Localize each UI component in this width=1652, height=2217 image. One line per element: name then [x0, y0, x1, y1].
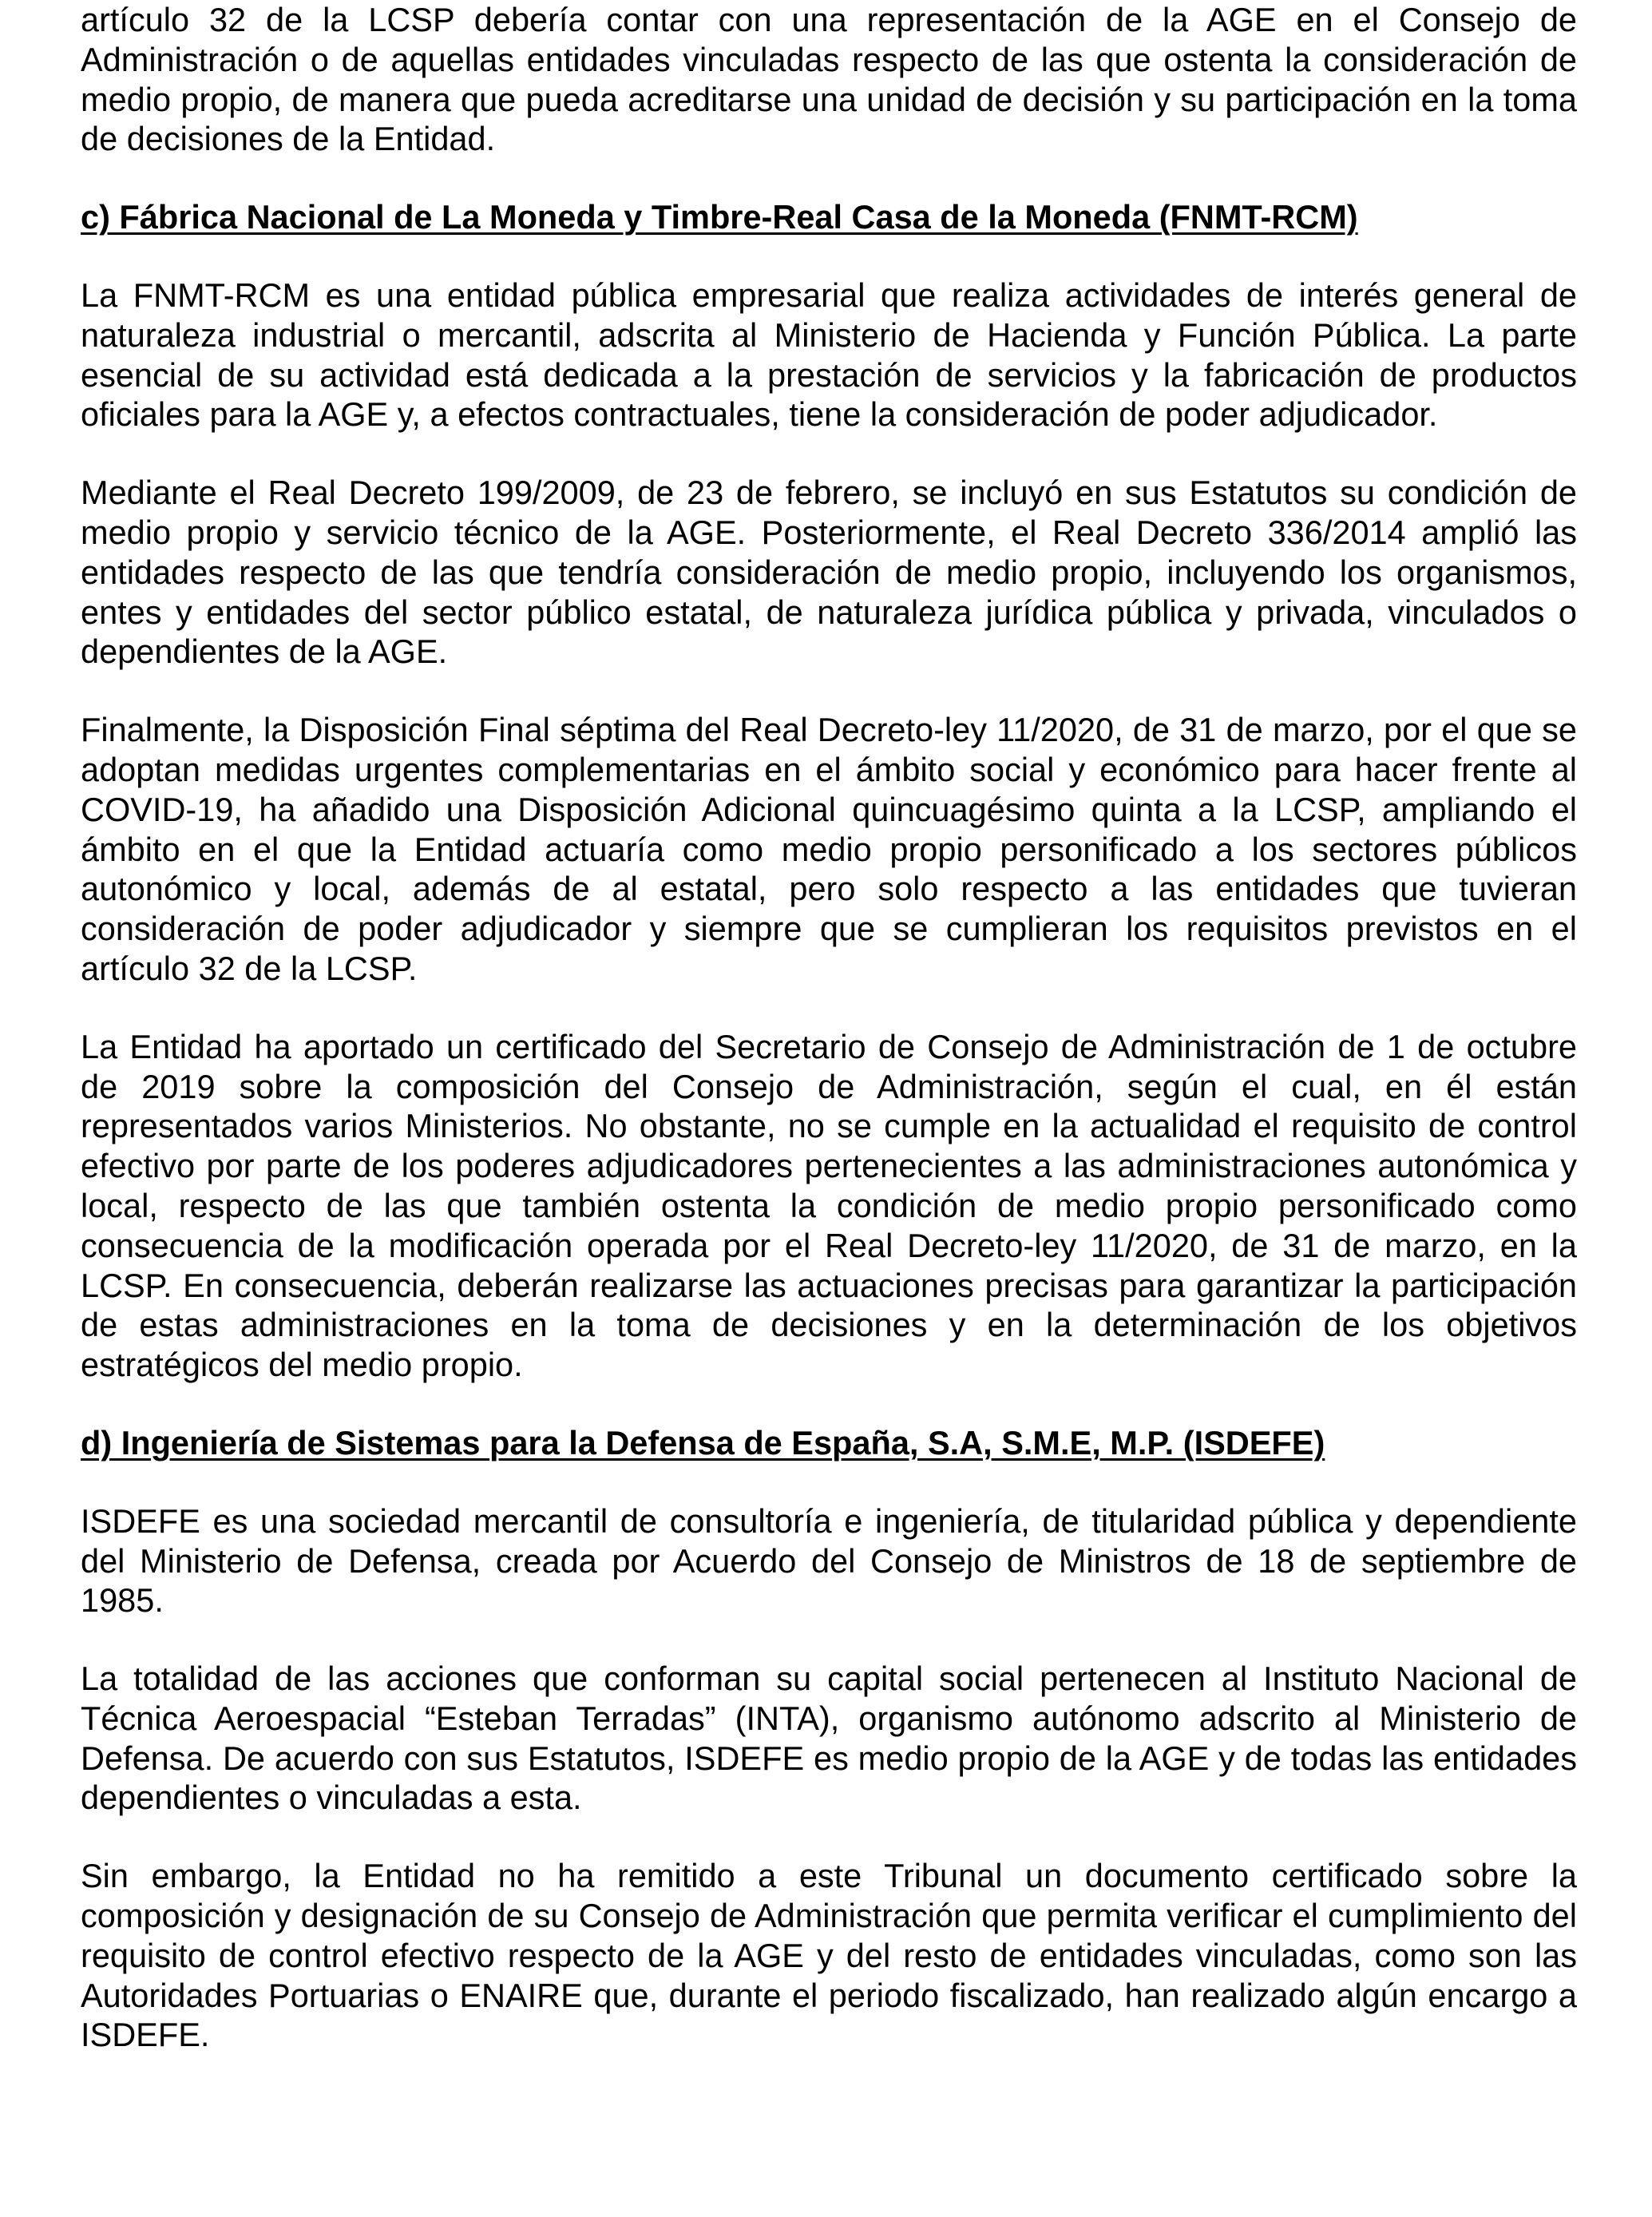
- paragraph-spacer: [81, 1463, 1577, 1501]
- paragraph-c2: Mediante el Real Decreto 199/2009, de 23 de febrero, se incluyó en sus Estatutos su condición de medio propio y servicio técnico de la AGE. Posteriormente, el Real Decreto 336/2014 amplió las entidades respecto de las que tendría consideración de medio propio, incluyendo los organismos, entes y entidades del sector público estatal, de naturaleza jurídica pública y privada, vinculados o dependientes de la AGE.: [81, 474, 1577, 671]
- paragraph-c1: La FNMT-RCM es una entidad pública empresarial que realiza actividades de interés general de naturaleza industrial o mercantil, adscrita al Ministerio de Hacienda y Función Pública. La parte esencial de su actividad está dedicada a la prestación de servicios y la fabricación de productos oficiales para la AGE y, a efectos contractuales, tiene la consideración de poder adjudicador.: [81, 276, 1577, 434]
- paragraph-spacer: [81, 159, 1577, 197]
- paragraph-d3: Sin embargo, la Entidad no ha remitido a este Tribunal un documento certificado sobre la composición y designación de su Consejo de Administración que permita verificar el cumplimiento del requisito de control efectivo respecto de la AGE y del resto de entidades vinculadas, como son las Autoridades Portuarias o ENAIRE que, durante el periodo fiscalizado, han realizado algún encargo a ISDEFE.: [81, 1857, 1577, 2054]
- paragraph-spacer: [81, 434, 1577, 473]
- paragraph-spacer: [81, 1818, 1577, 1856]
- paragraph-c4: La Entidad ha aportado un certificado del Secretario de Consejo de Administración de 1 de octubre de 2019 sobre la composición del Consejo de Administración, según el cual, en él están representados varios Ministerios. No obstante, no se cumple en la actualidad el requisito de control efectivo por parte de los poderes adjudicadores pertenecientes a las administraciones autonómica y local, respecto de las que también ostenta la condición de medio propio personificado como consecuencia de la modificación operada por el Real Decreto-ley 11/2020, de 31 de marzo, en la LCSP. En consecuencia, deberán realizarse las actuaciones precisas para garantizar la participación de estas administraciones en la toma de decisiones y en la determinación de los objetivos estratégicos del medio propio.: [81, 1027, 1577, 1384]
- paragraph-spacer: [81, 1385, 1577, 1423]
- paragraph-spacer: [81, 1620, 1577, 1659]
- section-heading-c: c) Fábrica Nacional de La Moneda y Timbre-Real Casa de la Moneda (FNMT-RCM): [81, 198, 1358, 236]
- document-body: [81, 0, 1577, 2055]
- paragraph-d2: La totalidad de las acciones que conforman su capital social pertenecen al Instituto Nacional de Técnica Aeroespacial “Esteban Terradas” (INTA), organismo autónomo adscrito al Ministerio de Defensa. De acuerdo con sus Estatutos, ISDEFE es medio propio de la AGE y de todas las entidades dependientes o vinculadas a esta.: [81, 1660, 1577, 1817]
- section-heading-d: d) Ingeniería de Sistemas para la Defensa de España, S.A, S.M.E, M.P. (ISDEFE): [81, 1423, 1325, 1461]
- paragraph-spacer: [81, 237, 1577, 276]
- paragraph-intro: artículo 32 de la LCSP debería contar con una representación de la AGE en el Consejo de Administración o de aquellas entidades vinculadas respecto de las que ostenta la consideración de medio propio, de manera que pueda acreditarse una unidad de decisión y su participación en la toma de decisiones de la Entidad.: [81, 1, 1577, 158]
- paragraph-c3: Finalmente, la Disposición Final séptima del Real Decreto-ley 11/2020, de 31 de marzo, por el que se adoptan medidas urgentes complementarias en el ámbito social y económico para hacer frente al COVID-19, ha añadido una Disposición Adicional quincuagésimo quinta a la LCSP, ampliando el ámbito en el que la Entidad actuaría como medio propio personificado a los sectores públicos autonómico y local, además de al estatal, pero solo respecto a las entidades que tuvieran consideración de poder adjudicador y siempre que se cumplieran los requisitos previstos en el artículo 32 de la LCSP.: [81, 711, 1577, 987]
- paragraph-spacer: [81, 672, 1577, 710]
- paragraph-spacer: [81, 989, 1577, 1027]
- paragraph-d1: ISDEFE es una sociedad mercantil de consultoría e ingeniería, de titularidad pública y dependiente del Ministerio de Defensa, creada por Acuerdo del Consejo de Ministros de 18 de septiembre de 1985.: [81, 1501, 1577, 1620]
